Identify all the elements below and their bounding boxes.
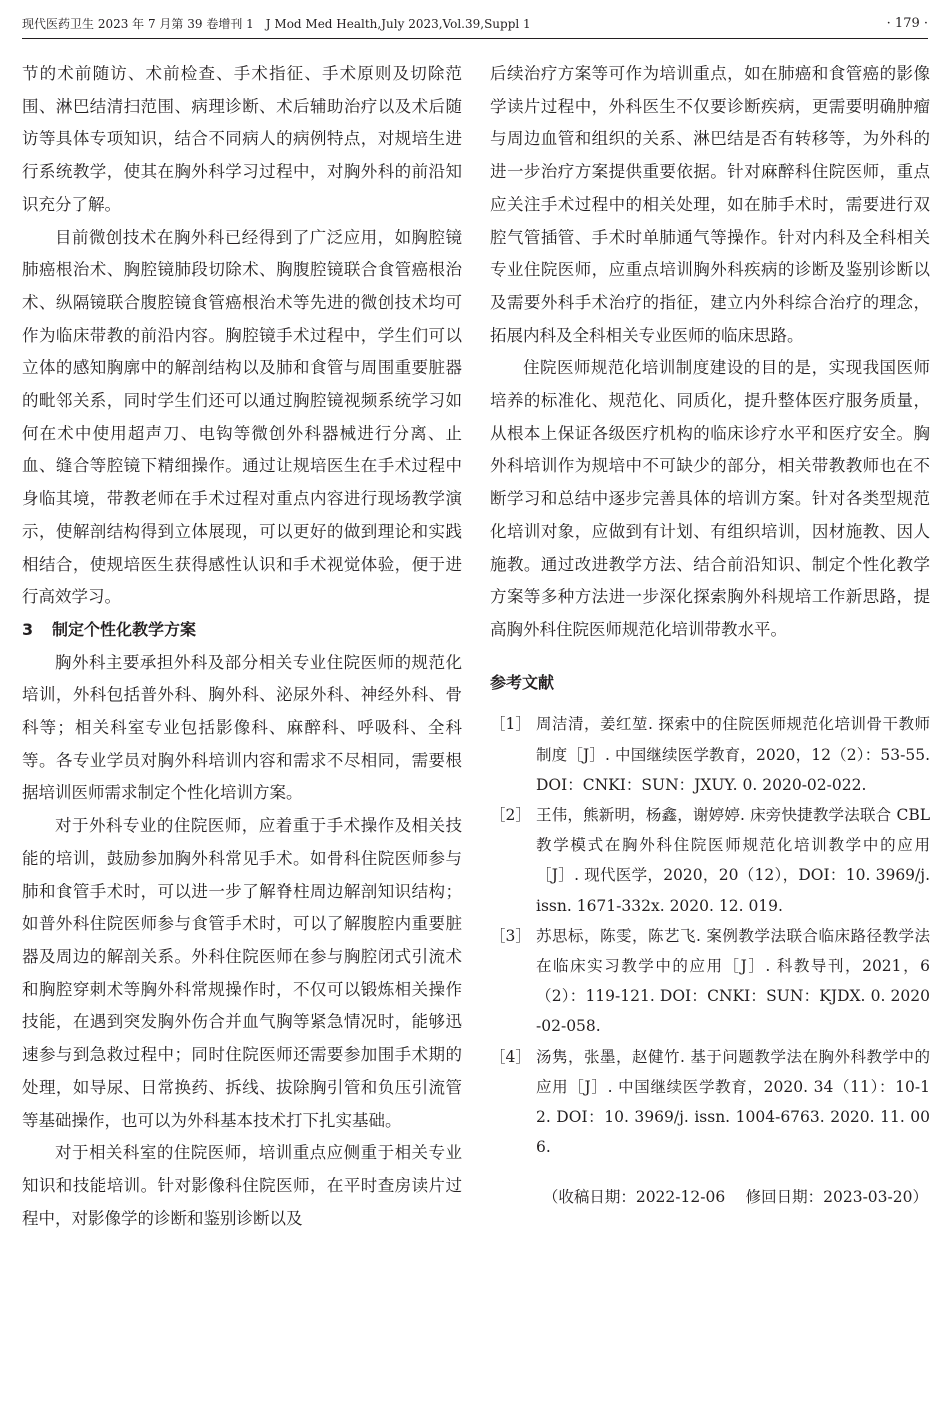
reference-number: ［2］ bbox=[490, 805, 531, 824]
header-rule bbox=[22, 38, 928, 39]
received-revised-dates: （收稿日期：2022-12-06 修回日期：2023-03-20） bbox=[542, 1188, 928, 1207]
body-paragraph: 对于外科专业的住院医师，应着重于手术操作及相关技能的培训，鼓励参加胸外科常见手术。如骨科住院医师参与肺和食管手术时，可以进一步了解脊柱周边解剖知识结构；如普外科住院医师参与食管手术时，可以了解腹腔内重要脏器及周边的解剖关系。外科住院医师在参与胸腔闭式引流术和胸腔穿刺术等胸外科常规操作时，不仅可以锻炼相关操作技能，在遇到突发胸外伤合并血气胸等紧急情况时，能够迅速参与到急救过程中；同时住院医师还需要参加围手术期的处理，如导尿、日常换药、拆线、拔除胸引管和负压引流管等基础操作，也可以为外科基本技术打下扎实基础。 bbox=[22, 816, 462, 1130]
reference-item bbox=[490, 1042, 930, 1163]
reference-number: ［3］ bbox=[490, 926, 531, 945]
section-title: 制定个性化教学方案 bbox=[52, 619, 197, 639]
left-column bbox=[22, 58, 462, 1235]
page-number: · 179 · bbox=[886, 16, 928, 31]
section-heading bbox=[22, 614, 462, 647]
references-heading: 参考文献 bbox=[490, 672, 555, 692]
body-paragraph: 胸外科主要承担外科及部分相关专业住院医师的规范化培训，外科包括普外科、胸外科、泌尿外科、神经外科、骨科等；相关科室专业包括影像科、麻醉科、呼吸科、全科等。各专业学员对胸外科培训内容和需求不尽相同，需要根据培训医师需求制定个性化培训方案。 bbox=[22, 652, 462, 803]
body-paragraph: 目前微创技术在胸外科已经得到了广泛应用，如胸腔镜肺癌根治术、胸腔镜肺段切除术、胸腹腔镜联合食管癌根治术、纵隔镜联合腹腔镜食管癌根治术等先进的微创技术均可作为临床带教的前沿内容。胸腔镜手术过程中，学生们可以立体的感知胸廓中的解剖结构以及肺和食管与周围重要脏器的毗邻关系，同时学生们还可以通过胸腔镜视频系统学习如何在术中使用超声刀、电钩等微创外科器械进行分离、止血、缝合等腔镜下精细操作。通过让规培医生在手术过程中身临其境，带教老师在手术过程对重点内容进行现场教学演示，使解剖结构得到立体展现，可以更好的做到理论和实践相结合，使规培医生获得感性认识和手术视觉体验，便于进行高效学习。 bbox=[22, 227, 462, 607]
body-paragraph: 后续治疗方案等可作为培训重点，如在肺癌和食管癌的影像学读片过程中，外科医生不仅要诊断疾病，更需要明确肿瘤与周边血管和组织的关系、淋巴结是否有转移等，为外科的进一步治疗方案提供重要依据。针对麻醉科住院医师，重点应关注手术过程中的相关处理，如在肺手术时，需要进行双腔气管插管、手术时单肺通气等操作。针对内科及全科相关专业住院医师，应重点培训胸外科疾病的诊断及鉴别诊断以及需要外科手术治疗的指征，建立内外科综合治疗的理念，拓展内科及全科相关专业医师的临床思路。 bbox=[490, 64, 930, 345]
section-number: 3 bbox=[22, 619, 34, 639]
reference-text: 王伟，熊新明，杨鑫，谢婷婷. 床旁快捷教学法联合 CBL 教学模式在胸外科住院医师规范化培训教学中的应用［J］. 现代医学，2020，20（12），DOI：10. 3969/j. issn. 1671-332x. 2020. 12. 019. bbox=[536, 805, 930, 915]
reference-item bbox=[490, 921, 930, 1042]
running-header bbox=[22, 14, 928, 34]
reference-number: ［4］ bbox=[490, 1047, 531, 1066]
reference-text: 周洁清，姜红堃. 探索中的住院医师规范化培训骨干教师制度［J］. 中国继续医学教育，2020，12（2）：53-55. DOI：CNKI：SUN：JXUY. 0. 2020-02-022. bbox=[536, 715, 930, 794]
right-column bbox=[490, 58, 930, 1212]
reference-text: 苏思标，陈雯，陈艺飞. 案例教学法联合临床路径教学法在临床实习教学中的应用［J］. 科教导刊，2021，6（2）：119-121. DOI：CNKI：SUN：KJDX. 0. 2020-02-058. bbox=[536, 926, 930, 1036]
reference-number: ［1］ bbox=[490, 715, 531, 734]
reference-item bbox=[490, 800, 930, 921]
journal-citation: 现代医药卫生 2023 年 7 月第 39 卷增刊 1 J Mod Med Health,July 2023,Vol.39,Suppl 1 bbox=[22, 17, 531, 31]
reference-item bbox=[490, 709, 930, 800]
body-paragraph: 住院医师规范化培训制度建设的目的是，实现我国医师培养的标准化、规范化、同质化，提升整体医疗服务质量，从根本上保证各级医疗机构的临床诊疗水平和医疗安全。胸外科培训作为规培中不可缺少的部分，相关带教教师也在不断学习和总结中逐步完善具体的培训方案。针对各类型规范化培训对象，应做到有计划、有组织培训，因材施教、因人施教。通过改进教学方法、结合前沿知识、制定个性化教学方案等多种方法进一步深化探索胸外科规培工作新思路，提高胸外科住院医师规范化培训带教水平。 bbox=[490, 358, 930, 639]
body-paragraph: 节的术前随访、术前检查、手术指征、手术原则及切除范围、淋巴结清扫范围、病理诊断、术后辅助治疗以及术后随访等具体专项知识，结合不同病人的病例特点，对规培生进行系统教学，使其在胸外科学习过程中，对胸外科的前沿知识充分了解。 bbox=[22, 64, 462, 214]
reference-text: 汤隽，张墨，赵健竹. 基于问题教学法在胸外科教学中的应用［J］. 中国继续医学教育，2020. 34（11）：10-12. DOI：10. 3969/j. issn. 1004-6763. 2020. 11. 006. bbox=[536, 1047, 930, 1157]
body-paragraph: 对于相关科室的住院医师，培训重点应侧重于相关专业知识和技能培训。针对影像科住院医师，在平时查房读片过程中，对影像学的诊断和鉴别诊断以及 bbox=[22, 1143, 462, 1228]
